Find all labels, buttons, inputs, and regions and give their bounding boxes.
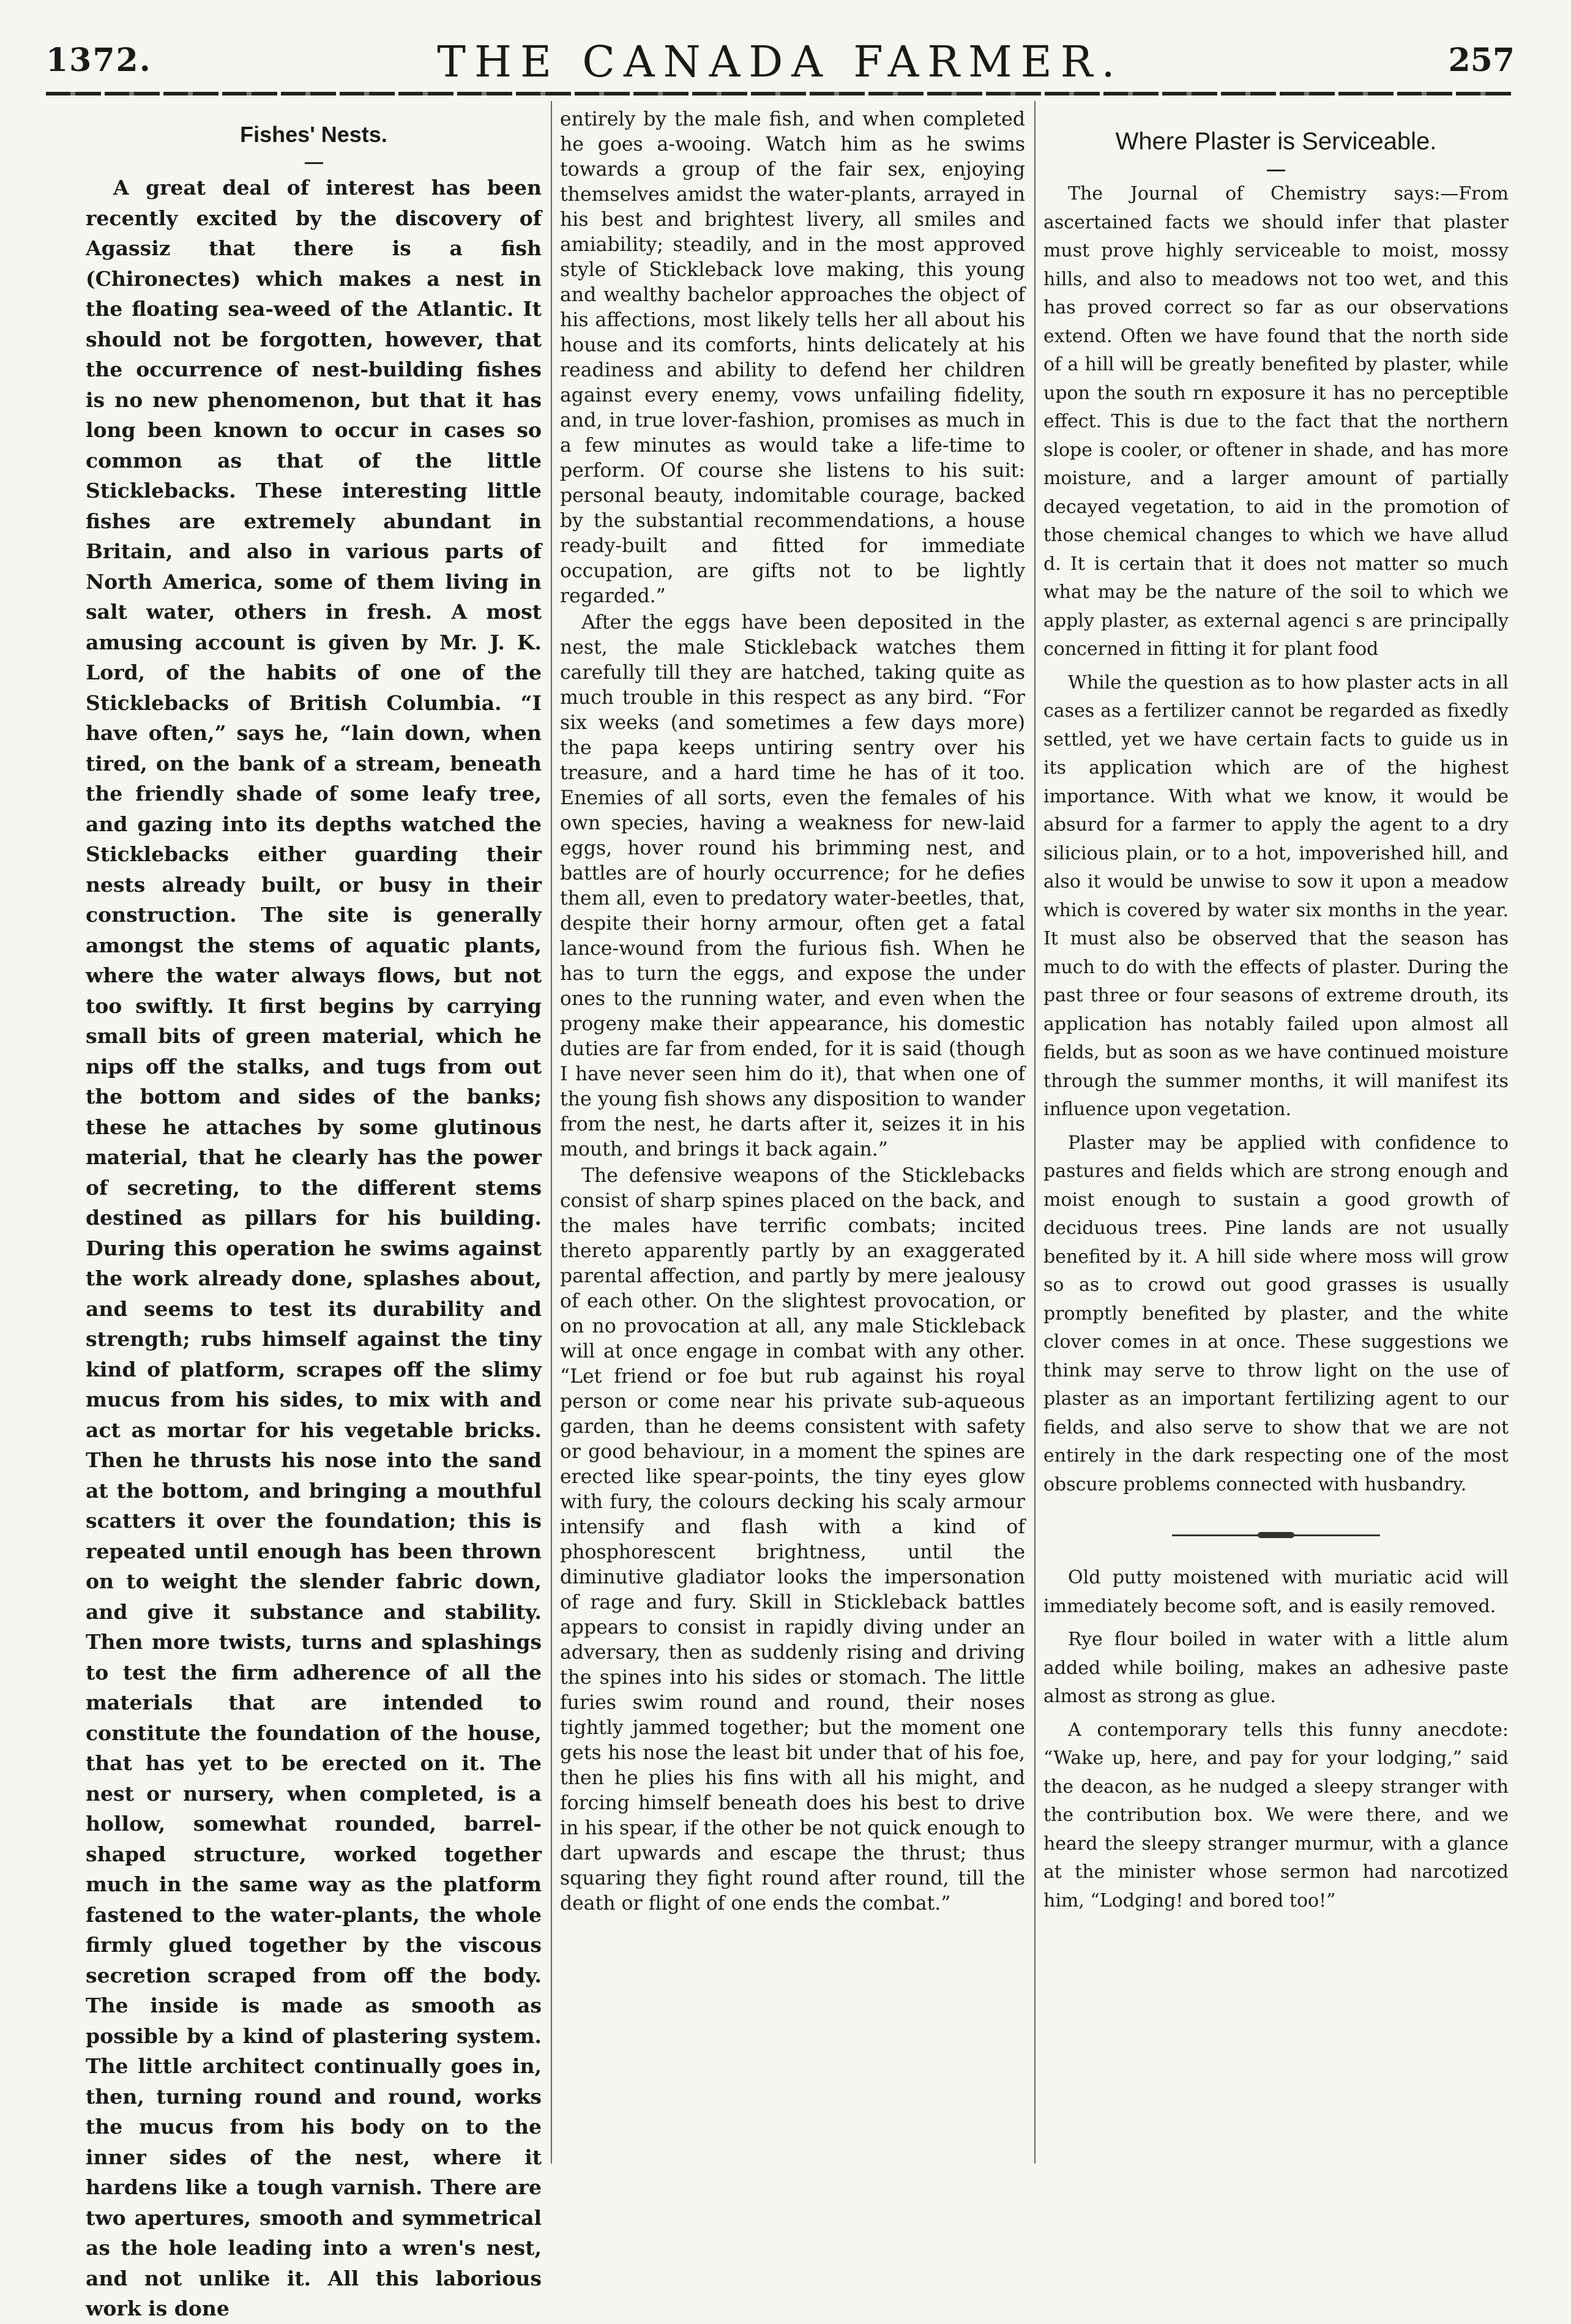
article-paragraph: While the question as to how plaster acts in all cases as a fertilizer cannot be regarded as fixedly settled, yet we have certain facts to guide us in its application which are of the highest importance. With what we know, it would be absurd for a farmer to apply the agent to a dry silicious plain, or to a hot, impoverished hill, and also it would be unwise to sow it upon a meadow which is covered by water six months in the year. It must also be observed that the season has much to do with the effects of plaster. During the past three or four seasons of extreme drouth, its application has notably failed upon almost all fields, but as soon as we have continued moisture through the summer months, it will manifest its influence upon vegetation. <box>1043 671 1509 1120</box>
page-number: 257 <box>1448 42 1515 79</box>
column-2 <box>560 107 1025 2164</box>
title-dash <box>1267 170 1285 171</box>
article-title-fishes-nests: Fishes' Nests. <box>240 122 387 147</box>
header-rule <box>46 92 1515 95</box>
issue-year: 1372. <box>46 42 152 79</box>
masthead-title: THE CANADA FARMER. <box>437 37 1124 87</box>
note-rye-flour: Rye flour boiled in water with a little alum added while boiling, makes an adhesive paste almost as strong as glue. <box>1043 1629 1509 1707</box>
article-paragraph: The Journal of Chemistry says:—From ascertained facts we should infer that plaster must prove highly serviceable to moist, mossy hills, and also to meadows not too wet, and this has proved correct so far as our observations extend. Often we have found that the north side of a hill will be greatly benefited by plaster, while upon the south rn exposure it has no perceptible effect. This is due to the fact that the northern slope is cooler, or oftener in shade, and has more moisture, and a larger amount of partially decayed vegetation, to aid in the promotion of those chemical changes to which we have allud d. It is certain that it does not matter so much what may be the nature of the soil to which we apply plaster, as external agenci s are principally concerned in fitting it for plant food <box>1043 183 1509 660</box>
column-divider <box>551 101 552 2164</box>
article-paragraph: Plaster may be applied with confidence to pastures and fields which are strong enough and moist enough to sustain a good growth of deciduous trees. Pine lands are not usually benefited by it. A hill side where moss will grow so as to crowd out good grasses is usually promptly benefited by plaster, and the white clover comes in at once. These suggestions we think may serve to throw light on the use of plaster as an important fertilizing agent to our fields, and also serve to show that we are not entirely in the dark respecting one of the most obscure problems connected with husbandry. <box>1043 1132 1509 1495</box>
article-paragraph: A great deal of interest has been recently excited by the discovery of Agassiz that there is a fish (Chironectes) which makes a nest in the floating sea-weed of the Atlantic. It should not be forgotten, however, that the occurrence of nest-building fishes is no new phenomenon, but that it has long been known to occur in cases so common as that of the little Sticklebacks. These interesting little fishes are extremely abundant in Britain, and also in various parts of North America, some of them living in salt water, others in fresh. A most amusing account is given by Mr. J. K. Lord, of the habits of one of the Sticklebacks of British Columbia. “I have often,” says he, “lain down, when tired, on the bank of a stream, beneath the friendly shade of some leafy tree, and gazing into its depths watched the Sticklebacks either guarding their nests already built, or busy in their construction. The site is generally amongst the stems of aquatic plants, where the water always flows, but not too swiftly. It first begins by carrying small bits of green material, which he nips off the stalks, and tugs from out the bottom and sides of the banks; these he attaches by some glutinous material, that he clearly has the power of secreting, to the different stems destined as pillars for his building. During this operation he swims against the work already done, splashes about, and seems to test its durability and strength; rubs himself against the tiny kind of platform, scrapes off the slimy mucus from his sides, to mix with and act as mortar for his vegetable bricks. Then he thrusts his nose into the sand at the bottom, and bringing a mouthful scatters it over the foundation; this is repeated until enough has been thrown on to weight the slender fabric down, and give it substance and stability. Then more twists, turns and splashings to test the firm adherence of all the materials that are intended to constitute the foundation of the house, that has yet to be erected on it. The nest or nursery, when completed, is a hollow, somewhat rounded, barrel-shaped structure, worked together much in the same way as the platform fastened to the water-plants, the whole firmly glued together by the viscous secretion scraped from off the body. The inside is made as smooth as possible by a kind of plastering system. The little architect continually goes in, then, turning round and round, works the mucus from his body on to the inner sides of the nest, where it hardens like a tough varnish. There are two apertures, smooth and symmetrical as the hole leading into a wren's nest, and not unlike it. All this laborious work is done <box>86 176 542 2320</box>
page-header <box>46 37 1515 92</box>
note-anecdote: A contemporary tells this funny anecdote: “Wake up, here, and pay for your lodging,” said the deacon, as he nudged a sleepy stranger with the contribution box. We were there, and we heard the sleepy stranger murmur, with a glance at the minister whose sermon had narcotized him, “Lodging! and bored too!” <box>1043 1719 1509 1911</box>
note-putty: Old putty moistened with muriatic acid will immediately become soft, and is easily removed. <box>1043 1567 1509 1617</box>
column-divider <box>1034 101 1036 2164</box>
column-1 <box>86 107 542 2320</box>
article-title-plaster: Where Plaster is Serviceable. <box>1115 128 1437 155</box>
title-dash <box>305 162 323 164</box>
ornament-divider <box>1172 1531 1380 1539</box>
article-paragraph: The defensive weapons of the Sticklebacks consist of sharp spines placed on the back, and the males have terrific combats; incited thereto apparently partly by an exaggerated parental affection, and partly by mere jealousy of each other. On the slightest provocation, or on no provocation at all, any male Stickleback will at once engage in combat with any other. “Let friend or foe but rub against his royal person or come near his private sub-aqueous garden, than he deems consistent with safety or good behaviour, in a moment the spines are erected like spear-points, the tiny eyes glow with fury, the colours decking his scaly armour intensify and flash with a kind of phosphorescent brightness, until the diminutive gladiator looks the impersonation of rage and fury. Skill in Stickleback battles appears to consist in rapidly diving under an adversary, then as suddenly rising and driving the spines into his sides or stomach. The little furies swim round and round, their noses tightly jammed together; but the moment one gets his nose the least bit under that of his foe, then he plies his fins with all his might, and forcing himself beneath does his best to drive in his spear, if the other be not quick enough to dart upwards and escape the thrust; thus squaring they fight round after round, till the death or flight of one ends the combat.” <box>560 1165 1025 1915</box>
article-paragraph: entirely by the male fish, and when completed he goes a-wooing. Watch him as he swims towards a group of the fair sex, enjoying themselves amidst the water-plants, arrayed in his best and brightest livery, all smiles and amiability; steadily, and in the most approved style of Stickleback love making, this young and wealthy bachelor approaches the object of his affections, most likely tells her all about his house and its comforts, hints delicately at his readiness and ability to defend her children against every enemy, vows unfailing fidelity, and, in true lover-fashion, promises as much in a few minutes as would take a life-time to perform. Of course she listens to his suit: personal beauty, indomitable courage, backed by the substantial recommendations, a house ready-built and fitted for immediate occupation, are gifts not to be lightly regarded.” <box>560 108 1025 607</box>
column-3 <box>1043 107 1509 2164</box>
article-paragraph: After the eggs have been deposited in the nest, the male Stickleback watches them carefully till they are hatched, taking quite as much trouble in this respect as any bird. “For six weeks (and sometimes a few days more) the papa keeps untiring sentry over his treasure, and a hard time he has of it too. Enemies of all sorts, even the females of his own species, having a weakness for new-laid eggs, hover round his brimming nest, and battles are of hourly occurrence; for he defies them all, even to predatory water-beetles, that, despite their horny armour, often get a fatal lance-wound from the furious fish. When he has to turn the eggs, and expose the under ones to the running water, and even when the progeny make their appearance, his domestic duties are far from ended, for it is said (though I have never seen him do it), that when one of the young fish shows any disposition to wander from the nest, he darts after it, seizes it in his mouth, and brings it back again.” <box>560 611 1025 1160</box>
